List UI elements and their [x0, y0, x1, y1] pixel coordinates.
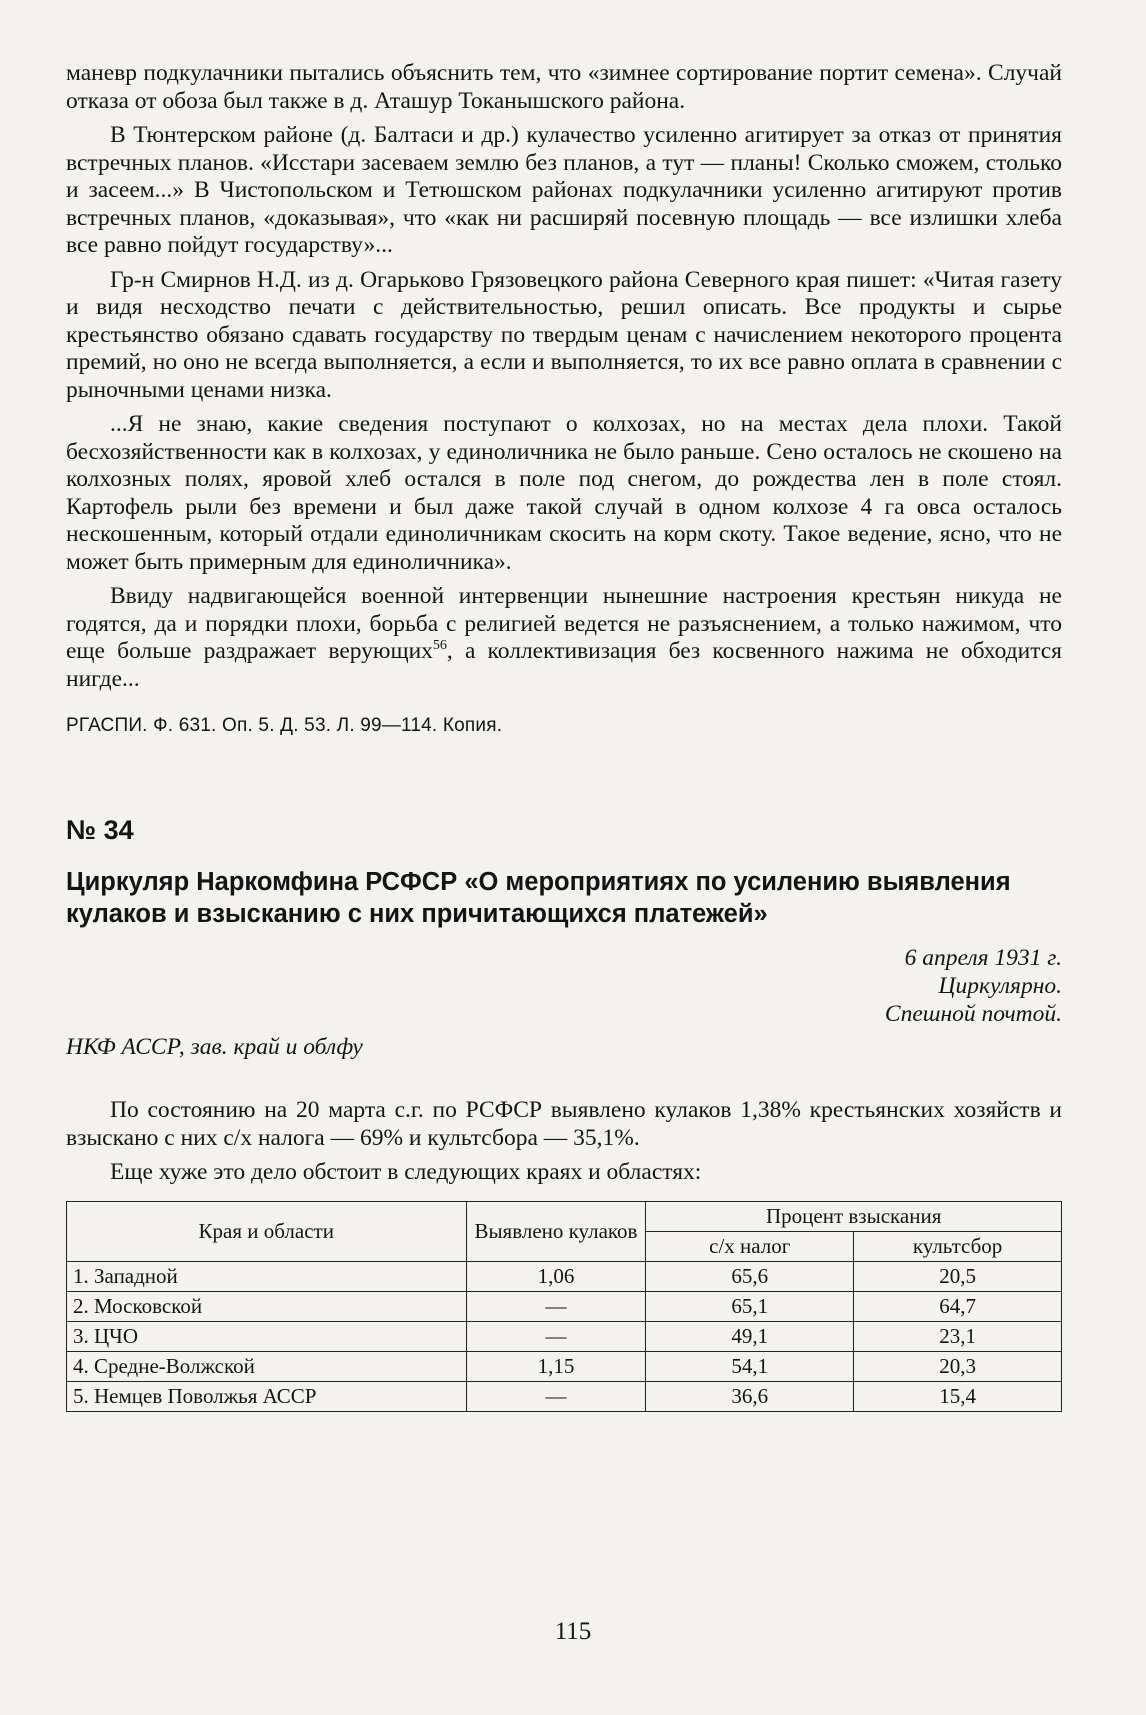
paragraph-intervention-tail: , а коллективизация без косвенного нажима не обходится нигде... [66, 638, 1062, 692]
paragraph-intervention [66, 583, 1062, 693]
cell-region: 4. Средне-Волжской [67, 1351, 467, 1381]
paragraph-worse: Еще хуже это дело обстоит в следующих краях и областях: [110, 1159, 702, 1185]
addressee: НКФ АССР, зав. край и облфу [66, 1034, 363, 1060]
footnote-ref: 56 [432, 638, 447, 654]
cell-culture: 15,4 [854, 1381, 1062, 1411]
cell-culture: 23,1 [854, 1321, 1062, 1351]
archive-source: РГАСПИ. Ф. 631. Оп. 5. Д. 53. Л. 99—114. Копия. [66, 715, 503, 736]
document-number: № 34 [66, 815, 134, 845]
document-title: Циркуляр Наркомфина РСФСР «О мероприятиях по усилению выявления кулаков и взысканию с них причитающихся платежей» [66, 868, 1011, 928]
cell-tax: 54,1 [646, 1351, 854, 1381]
paragraph-kolkhoz: ...Я не знаю, какие сведения поступают о колхозах, но на местах дела плохи. Такой бесхозяйственности как в колхозах, у единоличника не было раньше. Сено осталось не скошено на колхозных полях, яровой хлеб остался в поле под снегом, до рождества лен в поле стоял. Картофель рыли без времени и был даже такой случай в одном колхозе 4 га овса осталось нескошенным, который отдали единоличникам скосить на корм скоту. Такое ведение, ясно, что не может быть примерным для единоличника». [66, 411, 1062, 575]
cell-culture: 20,3 [854, 1351, 1062, 1381]
paragraph-continuation: маневр подкулачники пытались объяснить тем, что «зимнее сортирование портит семена». Случай отказа от обоза был также в д. Аташур Токанышского района. [66, 60, 1062, 114]
cell-region: 2. Московской [67, 1291, 467, 1321]
cell-tax: 65,6 [646, 1261, 854, 1291]
paragraph-intervention-text: Ввиду надвигающейся военной интервенции нынешние настроения крестьян никуда не годятся, да и порядки плохи, борьба с религией ведется не разъяснением, а только нажимом, что еще больше раздражает верующих [66, 583, 1062, 664]
paragraph-status: По состоянию на 20 марта с.г. по РСФСР выявлено кулаков 1,38% крестьянских хозяйств и взыскано с них с/х налога — 69% и культсбора — 35,1%. [66, 1097, 1062, 1151]
cell-tax: 65,1 [646, 1291, 854, 1321]
cell-tax: 36,6 [646, 1381, 854, 1411]
table-row [67, 1261, 1062, 1291]
circular-mark: Циркулярно. [938, 973, 1062, 999]
cell-identified: 1,15 [466, 1351, 646, 1381]
cell-identified: 1,06 [466, 1261, 646, 1291]
cell-tax: 49,1 [646, 1321, 854, 1351]
cell-region: 3. ЦЧО [67, 1321, 467, 1351]
cell-culture: 64,7 [854, 1291, 1062, 1321]
paragraph-smirnov: Гр-н Смирнов Н.Д. из д. Огарьково Грязовецкого района Северного края пишет: «Читая газету и видя несходство печати с действительностью, решил описать. Все продукты и сырье крестьянство обязано сдавать государству по твердым ценам с начислением некоторого процента премий, но оно не всегда выполняется, а если и выполняется, то их все равно оплата в сравнении с рыночными ценами низка. [66, 266, 1062, 403]
cell-identified: — [466, 1291, 646, 1321]
header-percent: Процент взыскания [646, 1201, 1062, 1231]
header-tax: с/х налог [646, 1231, 854, 1261]
cell-culture: 20,5 [854, 1261, 1062, 1291]
paragraph-tyunter: В Тюнтерском районе (д. Балтаси и др.) кулачество усиленно агитирует за отказ от принятия встречных планов. «Исстари засеваем землю без планов, а тут — планы! Сколько сможем, столько и засеем...» В Чистопольском и Тетюшском районах подкулачники усиленно агитируют против встречных планов, «доказывая», что «как ни расширяй посевную площадь — все излишки хлеба все равно пойдут государству»... [66, 122, 1062, 258]
page-number: 115 [554, 1618, 592, 1645]
table-row [67, 1321, 1062, 1351]
table-row [67, 1291, 1062, 1321]
cell-region: 1. Западной [67, 1261, 467, 1291]
table-row [67, 1381, 1062, 1411]
mail-mark: Спешной почтой. [884, 1001, 1062, 1027]
header-identified: Выявлено кулаков [466, 1201, 646, 1261]
cell-identified: — [466, 1321, 646, 1351]
document-date: 6 апреля 1931 г. [904, 945, 1062, 971]
table-row [67, 1351, 1062, 1381]
cell-identified: — [466, 1381, 646, 1411]
collection-table [66, 1201, 1062, 1412]
cell-region: 5. Немцев Поволжья АССР [67, 1381, 467, 1411]
header-region: Края и области [67, 1201, 467, 1261]
header-culture: культсбор [854, 1231, 1062, 1261]
